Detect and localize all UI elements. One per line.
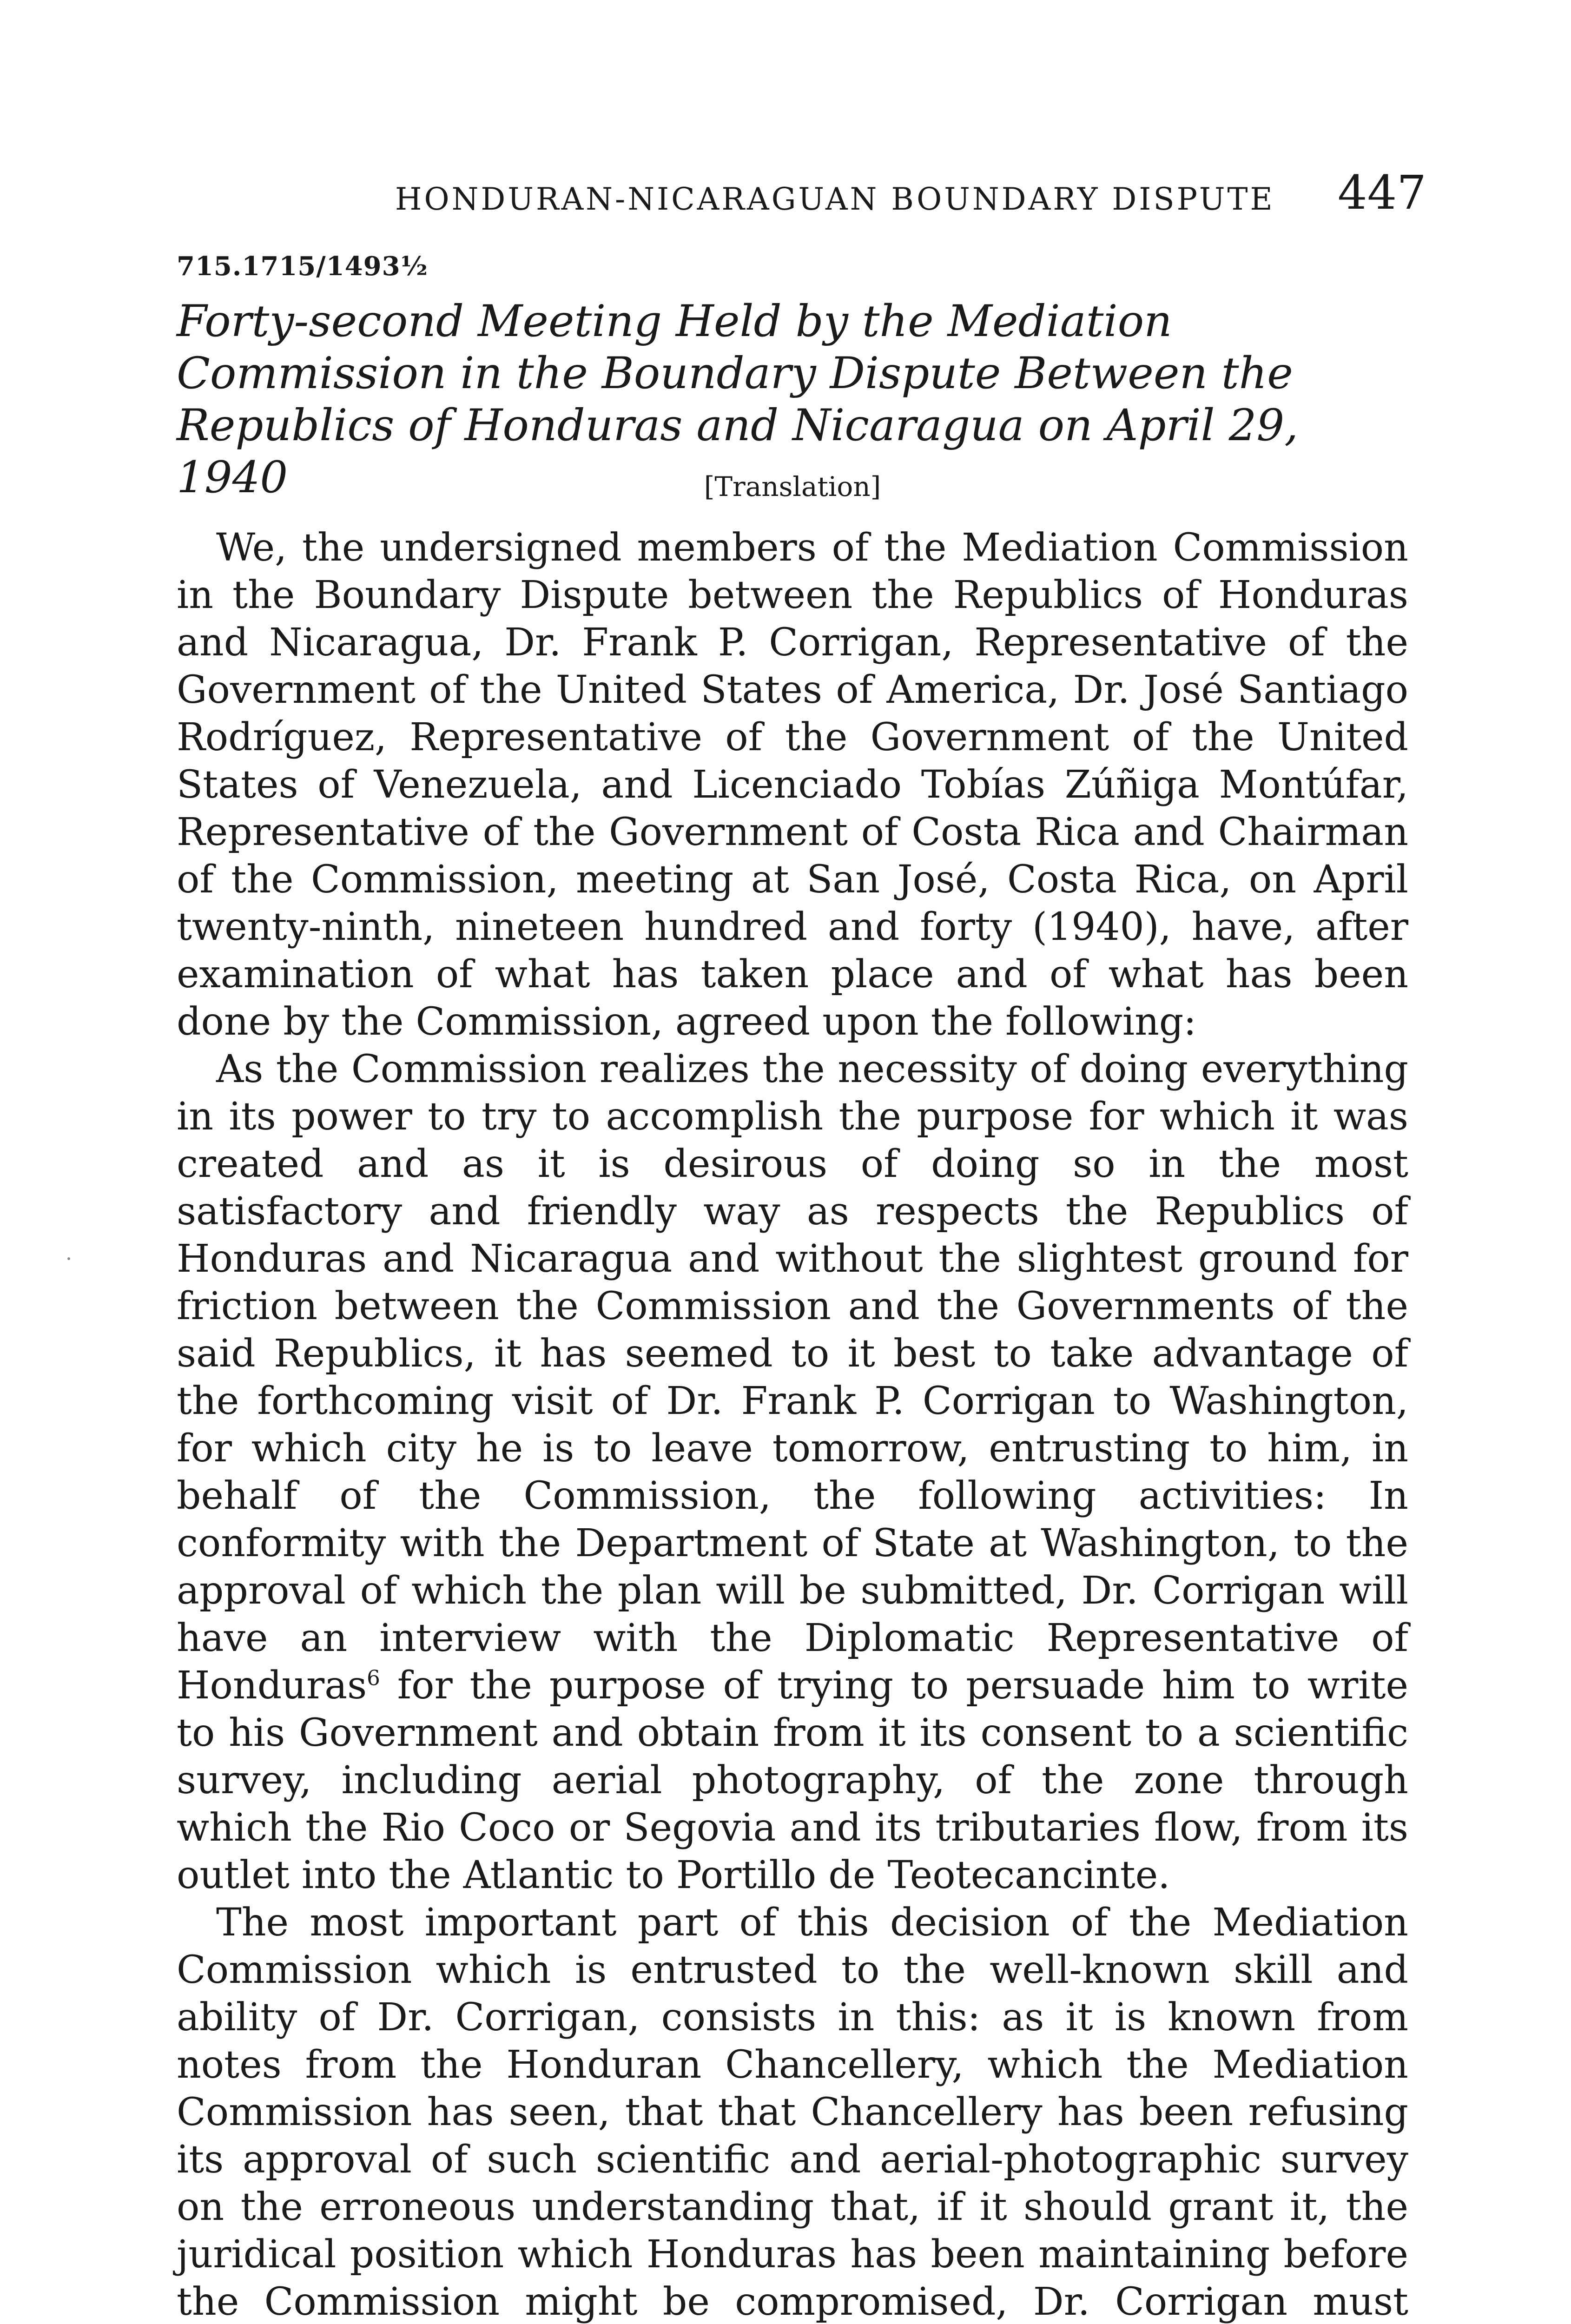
paragraph-text: As the Commission realizes the necessity of doing everything in its power to try to accomplish the purpose for which it was created and as it is desirous of doing so in the most satisfactory and friendly way as respects the Republics of Honduras and Nicaragua and without the slightest ground for friction between the Commission and the Governments of the said Republics, it has seemed to it best to take advantage of the forthcoming visit of Dr. Frank P. Corrigan to Washington, for which city he is to leave tomorrow, entrusting to him, in behalf of the Commission, the following activities: In conformity with the Department of State at Washington, to the approval of which the plan will be submitted, Dr. Corrigan will have an interview with the Diplomatic Representative of Honduras bbox=[177, 1047, 1408, 1708]
running-head: HONDURAN-NICARAGUAN BOUNDARY DISPUTE bbox=[395, 181, 1275, 217]
file-number: 715.1715/1493½ bbox=[177, 251, 428, 282]
document-title: Forty-second Meeting Held by the Mediation Commission in the Boundary Dispute Between the Republics of Honduras and Nicaragua on April 29, 1940 bbox=[177, 296, 1299, 503]
translation-note: [Translation] bbox=[704, 471, 881, 502]
body-text bbox=[177, 524, 1408, 2324]
footnote-reference: 6 bbox=[367, 1665, 380, 1690]
page-number: 447 bbox=[1338, 165, 1426, 220]
paragraph-text: for the purpose of trying to persuade him to write to his Government and obtain from it its consent to a scientific survey, including aerial photography, of the zone through which the Rio Coco or Segovia and its tributaries flow, from its outlet into the Atlantic to Portillo de Teotecancinte. bbox=[177, 1664, 1408, 1897]
paragraph: The most important part of this decision of the Mediation Commission which is entrusted to the well-known skill and ability of Dr. Corrigan, consists in this: as it is known from notes from the Honduran Chancellery, which the Mediation Commission has seen, that that Chancellery has been refusing its approval of such scientific and aerial-photographic survey on the erroneous understanding that, if it should grant it, the juridical position which Honduras has been maintaining before the Commission might be compromised, Dr. Corrigan must bbox=[177, 1901, 1408, 2324]
page-header bbox=[0, 162, 1571, 218]
margin-speck bbox=[67, 1257, 70, 1260]
paragraph bbox=[177, 1046, 1408, 1899]
paragraph: We, the undersigned members of the Mediation Commission in the Boundary Dispute between the Republics of Honduras and Nicaragua, Dr. Frank P. Corrigan, Representative of the Government of the United States of America, Dr. José Santiago Rodríguez, Representative of the Government of the United States of Venezuela, and Licenciado Tobías Zúñiga Montúfar, Representative of the Government of Costa Rica and Chairman of the Commission, meeting at San José, Costa Rica, on April twenty-ninth, nineteen hundred and forty (1940), have, after examination of what has taken place and of what has been done by the Commission, agreed upon the following: bbox=[177, 526, 1408, 1044]
